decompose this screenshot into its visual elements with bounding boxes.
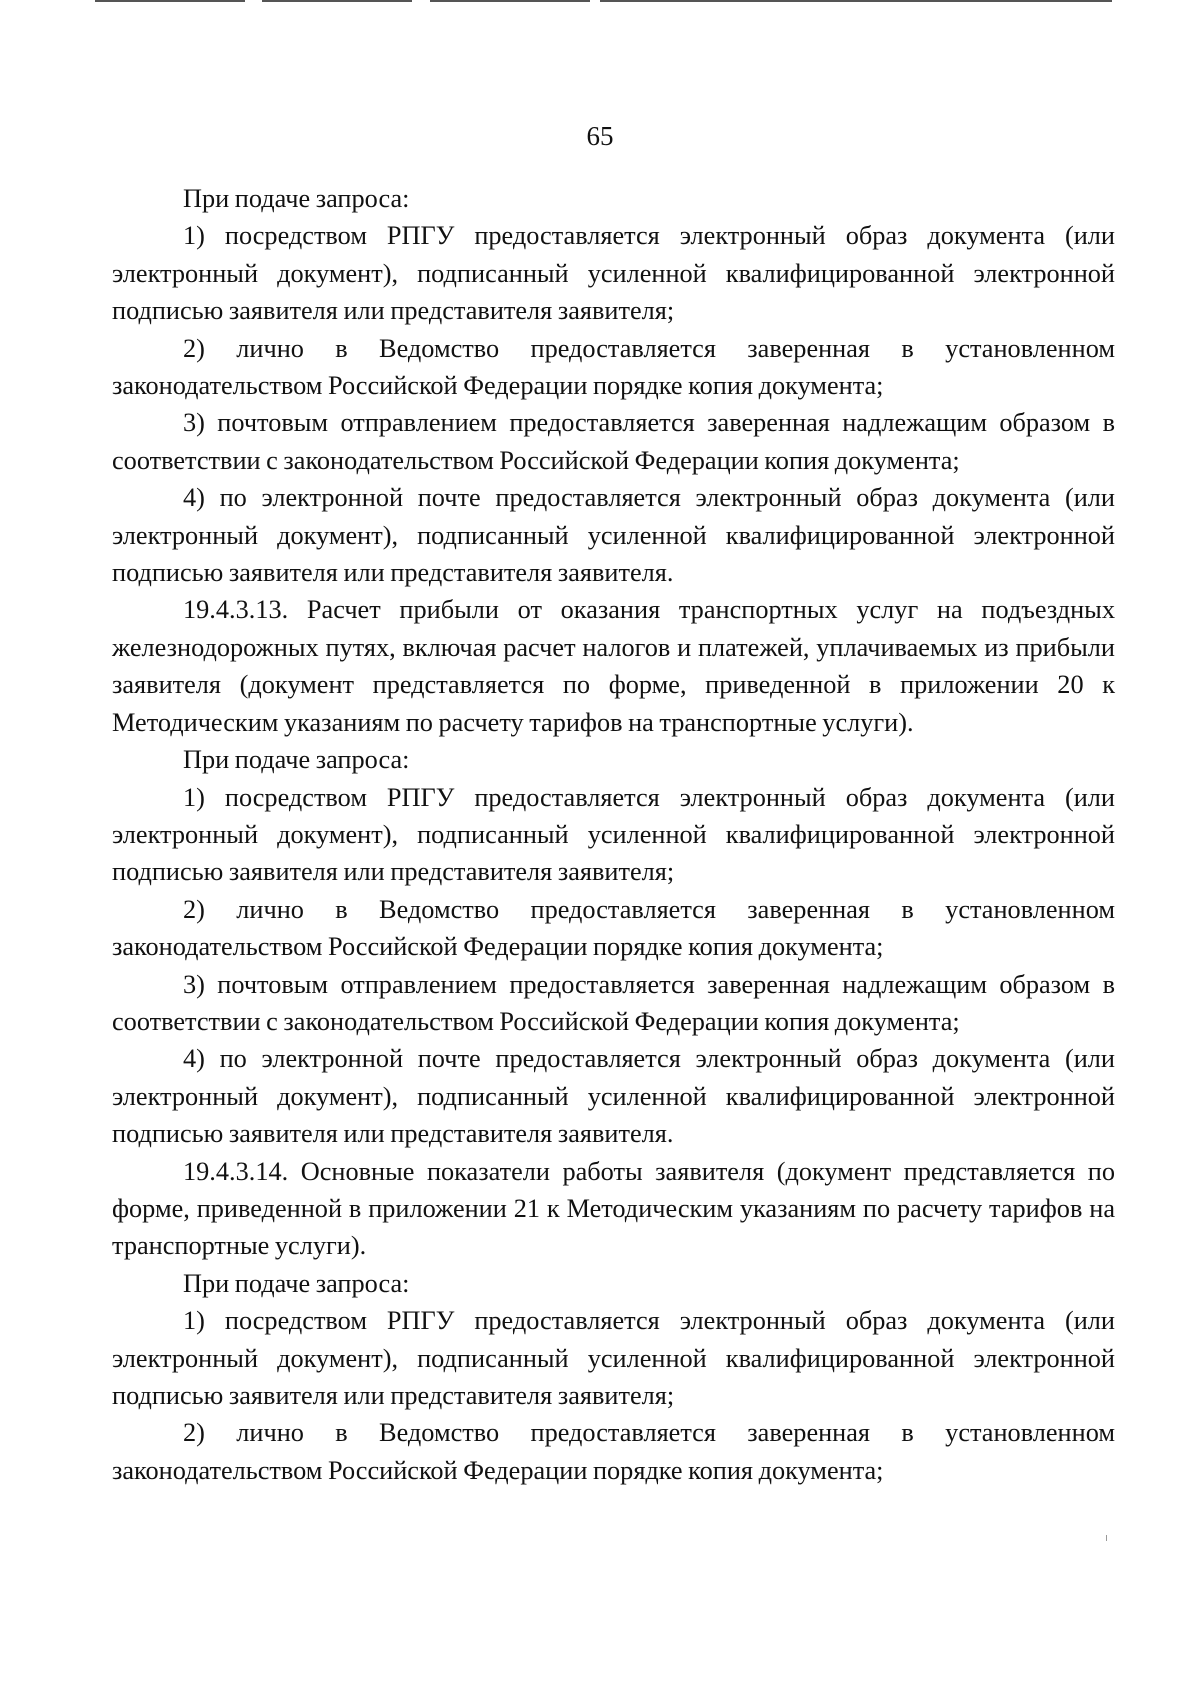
list-item: 3) почтовым отправлением предоставляется заверенная надлежащим образом в соответствии с законодательством Российской Федерации копия документа; — [112, 969, 1115, 1036]
page-number: 65 — [586, 121, 614, 151]
list-item: 1) посредством РПГУ предоставляется электронный образ документа (или электронный документ), подписанный усиленной квалифицированной электронной подписью заявителя или представителя заявителя; — [112, 782, 1115, 887]
list-item: 2) лично в Ведомство предоставляется заверенная в установленном законодательством Российской Федерации порядке копия документа; — [112, 894, 1115, 962]
list-item: 4) по электронной почте предоставляется электронный образ документа (или электронный документ), подписанный усиленной квалифицированной электронной подписью заявителя или представителя заявителя. — [112, 483, 1115, 588]
paragraph: При подаче запроса: — [183, 745, 410, 775]
list-item: 2) лично в Ведомство предоставляется заверенная в установленном законодательством Российской Федерации порядке копия документа; — [112, 1418, 1115, 1485]
section-paragraph: 19.4.3.14. Основные показатели работы заявителя (документ представляется по форме, приведенной в приложении 21 к Методическим указаниям по расчету тарифов на транспортные услуги). — [112, 1156, 1115, 1261]
paragraph: При подаче запроса: — [183, 1268, 410, 1298]
list-item: 3) почтовым отправлением предоставляется заверенная надлежащим образом в соответствии с законодательством Российской Федерации копия документа; — [112, 408, 1115, 475]
list-item: 4) по электронной почте предоставляется электронный образ документа (или электронный документ), подписанный усиленной квалифицированной электронной подписью заявителя или представителя заявителя. — [112, 1044, 1115, 1149]
scan-top-edge — [0, 0, 1200, 4]
scan-margin-mark — [1106, 1535, 1107, 1541]
list-item: 1) посредством РПГУ предоставляется электронный образ документа (или электронный документ), подписанный усиленной квалифицированной электронной подписью заявителя или представителя заявителя; — [112, 221, 1115, 326]
document-body — [112, 180, 1115, 1489]
list-item: 2) лично в Ведомство предоставляется заверенная в установленном законодательством Российской Федерации порядке копия документа; — [112, 333, 1115, 401]
section-paragraph: 19.4.3.13. Расчет прибыли от оказания транспортных услуг на подъездных железнодорожных путях, включая расчет налогов и платежей, уплачиваемых из прибыли заявителя (документ представляется по форме, приведенной в приложении 20 к Методическим указаниям по расчету тарифов на транспортные услуги). — [112, 595, 1115, 737]
list-item: 1) посредством РПГУ предоставляется электронный образ документа (или электронный документ), подписанный усиленной квалифицированной электронной подписью заявителя или представителя заявителя; — [112, 1306, 1115, 1410]
paragraph: При подаче запроса: — [183, 184, 410, 213]
